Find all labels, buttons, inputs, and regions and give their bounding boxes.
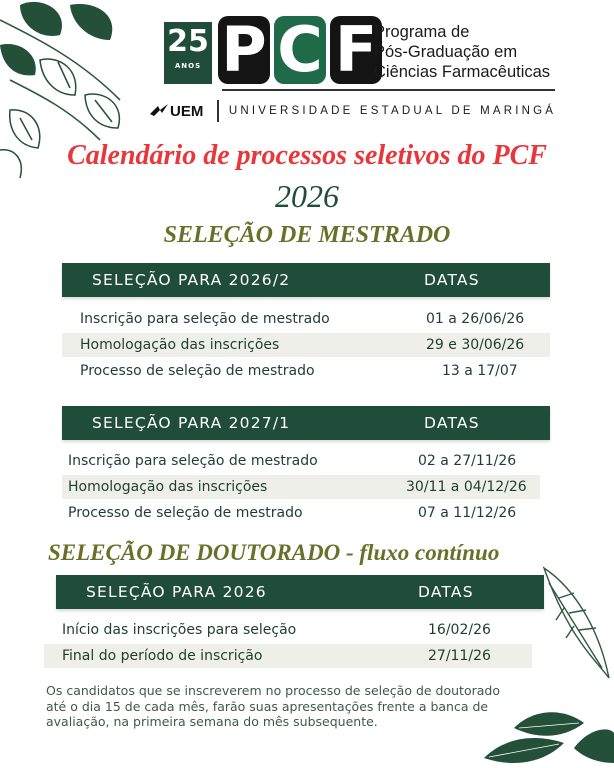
row-date: 29 e 30/06/26 [426, 337, 525, 353]
row-date: 02 a 27/11/26 [418, 453, 517, 469]
row-date: 07 a 11/12/26 [418, 505, 517, 521]
table-header-dates: DATAS [424, 271, 480, 289]
logo25-suffix: ANOS [174, 62, 202, 70]
table-row [44, 644, 532, 668]
table-header [62, 406, 550, 440]
table-row [62, 449, 550, 473]
row-label: Processo de seleção de mestrado [80, 363, 315, 379]
university-name: UNIVERSIDADE ESTADUAL DE MARINGÁ [228, 105, 557, 117]
row-date: 01 a 26/06/26 [426, 311, 525, 327]
table-row [62, 359, 550, 383]
row-date: 13 a 17/07 [442, 363, 518, 379]
table-header [56, 575, 544, 609]
program-name [374, 22, 584, 82]
table-doutorado-2026 [56, 575, 544, 675]
footnote: Os candidatos que se inscreverem no processo de seleção de doutorado até o dia 15 de cada mês, farão suas apresentações frente a banca de avaliação, na primeira semana do mês subsequente. [46, 683, 500, 729]
row-label: Inscrição para seleção de mestrado [68, 453, 318, 469]
row-label: Homologação das inscrições [80, 337, 280, 353]
table-header-label: SELEÇÃO PARA 2027/1 [92, 414, 291, 432]
table-header-label: SELEÇÃO PARA 2026 [86, 583, 267, 601]
logo25-number: 25 [167, 24, 209, 59]
uem-separator [217, 100, 219, 122]
row-date: 30/11 a 04/12/26 [406, 479, 527, 495]
row-label: Final do período de inscrição [62, 648, 263, 664]
row-date: 27/11/26 [428, 648, 491, 664]
25-anos-logo [164, 22, 212, 84]
program-line-3: Ciências Farmacêuticas [374, 63, 551, 81]
header-divider [222, 89, 555, 91]
table-header [62, 263, 550, 297]
doutorado-section-title: SELEÇÃO DE DOUTORADO - fluxo contínuo [48, 540, 500, 565]
table-row [62, 307, 550, 331]
table-row [62, 475, 540, 499]
table-header-label: SELEÇÃO PARA 2026/2 [92, 271, 291, 289]
table-row [56, 618, 544, 642]
table-row [62, 333, 550, 357]
pcf-logo-p: P [218, 16, 270, 84]
uem-logo-text: UEM [170, 102, 204, 120]
university-row [150, 100, 556, 122]
row-label: Início das inscrições para seleção [62, 622, 297, 638]
table-header-dates: DATAS [418, 583, 474, 601]
pcf-logo-f: F [330, 16, 382, 84]
row-label: Inscrição para seleção de mestrado [80, 311, 330, 327]
row-label: Homologação das inscrições [68, 479, 268, 495]
table-header-dates: DATAS [424, 414, 480, 432]
uem-mark-icon [150, 104, 168, 118]
row-label: Processo de seleção de mestrado [68, 505, 303, 521]
mestrado-section-title: SELEÇÃO DE MESTRADO [163, 222, 451, 248]
table-mestrado-2026-2 [62, 263, 550, 383]
table-row [62, 501, 550, 525]
pcf-logo [218, 13, 382, 86]
table-mestrado-2027-1 [62, 406, 550, 526]
page-title: Calendário de processos seletivos do PCF [67, 140, 547, 171]
program-line-2: Pós-Graduação em [374, 43, 518, 61]
uem-logo [150, 103, 203, 120]
page-year: 2026 [275, 178, 339, 214]
pcf-logo-c: C [274, 16, 326, 84]
program-line-1: Programa de [374, 23, 470, 41]
row-date: 16/02/26 [428, 622, 491, 638]
